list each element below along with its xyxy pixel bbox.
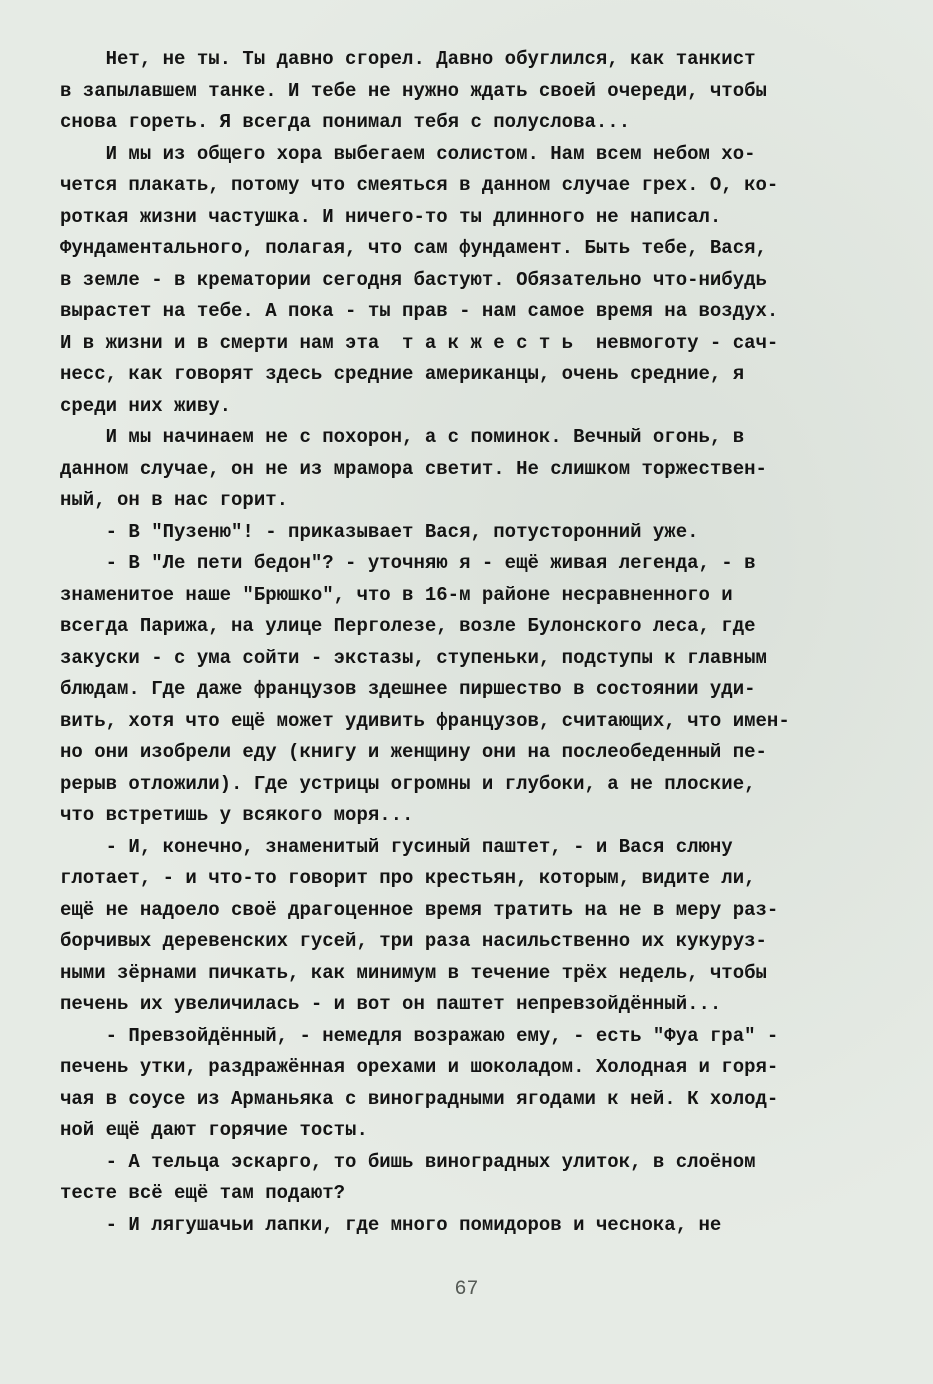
- text-line: ной ещё дают горячие тосты.: [60, 1119, 368, 1141]
- text-line: вить, хотя что ещё может удивить французов, считающих, что имен-: [60, 709, 790, 732]
- text-line: снова гореть. Я всегда понимал тебя с полуслова...: [60, 111, 631, 133]
- text-line: среди них живу.: [60, 394, 232, 417]
- text-line: печень утки, раздражённая орехами и шоколадом. Холодная и горя-: [60, 1056, 779, 1078]
- text-line: рерыв отложили). Где устрицы огромны и глубоки, а не плоские,: [60, 772, 756, 795]
- text-line: роткая жизни частушка. И ничего-то ты длинного не написал.: [60, 205, 722, 228]
- text-line: тесте всё ещё там подают?: [60, 1182, 346, 1204]
- text-line: чется плакать, потому что смеяться в данном случае грех. О, ко-: [60, 174, 779, 196]
- text-line: несс, как говорят здесь средние американцы, очень средние, я: [60, 363, 745, 385]
- text-line: - И, конечно, знаменитый гусиный паштет, - и Вася слюну: [60, 835, 733, 858]
- text-line: - И лягушачьи лапки, где много помидоров и чеснока, не: [60, 1213, 722, 1236]
- text-line: закуски - с ума сойти - экстазы, ступеньки, подступы к главным: [60, 646, 767, 669]
- text-line: блюдам. Где даже французов здешнее пиршество в состоянии уди-: [60, 678, 756, 700]
- text-line: И в жизни и в смерти нам эта т а к ж е с т ь невмоготу - сач-: [60, 331, 779, 354]
- text-line: в запылавшем танке. И тебе не нужно ждать своей очереди, чтобы: [60, 79, 767, 102]
- text-line: - В "Ле пети бедон"? - уточняю я - ещё живая легенда, - в: [60, 552, 756, 574]
- text-line: знаменитое наше "Брюшко", что в 16-м районе несравненного и: [60, 583, 733, 606]
- text-line: в земле - в крематории сегодня бастуют. Обязательно что-нибудь: [60, 268, 767, 291]
- text-line: печень их увеличилась - и вот он паштет непревзойдённый...: [60, 993, 722, 1015]
- text-line: но они изобрели еду (книгу и женщину они на послеобеденный пе-: [60, 741, 767, 763]
- text-line: данном случае, он не из мрамора светит. Не слишком торжествен-: [60, 457, 767, 480]
- text-line: - Превзойдённый, - немедля возражаю ему, - есть "Фуа гра" -: [60, 1024, 779, 1047]
- text-line: ными зёрнами пичкать, как минимум в течение трёх недель, чтобы: [60, 961, 767, 984]
- text-line: что встретишь у всякого моря...: [60, 804, 414, 826]
- text-line: ещё не надоело своё драгоценное время тратить на не в меру раз-: [60, 898, 779, 921]
- text-line: борчивых деревенских гусей, три раза насильственно их кукуруз-: [60, 930, 767, 952]
- text-line: И мы из общего хора выбегаем солистом. Нам всем небом хо-: [60, 142, 756, 165]
- text-line: Нет, не ты. Ты давно сгорел. Давно обуглился, как танкист: [60, 48, 756, 70]
- text-line: И мы начинаем не с похорон, а с поминок. Вечный огонь, в: [60, 426, 745, 448]
- text-line: чая в соусе из Арманьяка с виноградными ягодами к ней. К холод-: [60, 1087, 779, 1110]
- body-text: [60, 44, 880, 1241]
- text-line: вырастет на тебе. А пока - ты прав - нам самое время на воздух.: [60, 300, 779, 322]
- page-number: 67: [454, 1278, 479, 1301]
- text-line: - В "Пузеню"! - приказывает Вася, потусторонний уже.: [60, 520, 699, 543]
- text-line: всегда Парижа, на улице Перголезе, возле Булонского леса, где: [60, 615, 756, 637]
- text-line: - А тельца эскарго, то бишь виноградных улиток, в слоёном: [60, 1150, 756, 1173]
- text-line: ный, он в нас горит.: [60, 489, 289, 511]
- text-line: Фундаментального, полагая, что сам фундамент. Быть тебе, Вася,: [60, 237, 767, 259]
- text-line: глотает, - и что-то говорит про крестьян, которым, видите ли,: [60, 867, 756, 889]
